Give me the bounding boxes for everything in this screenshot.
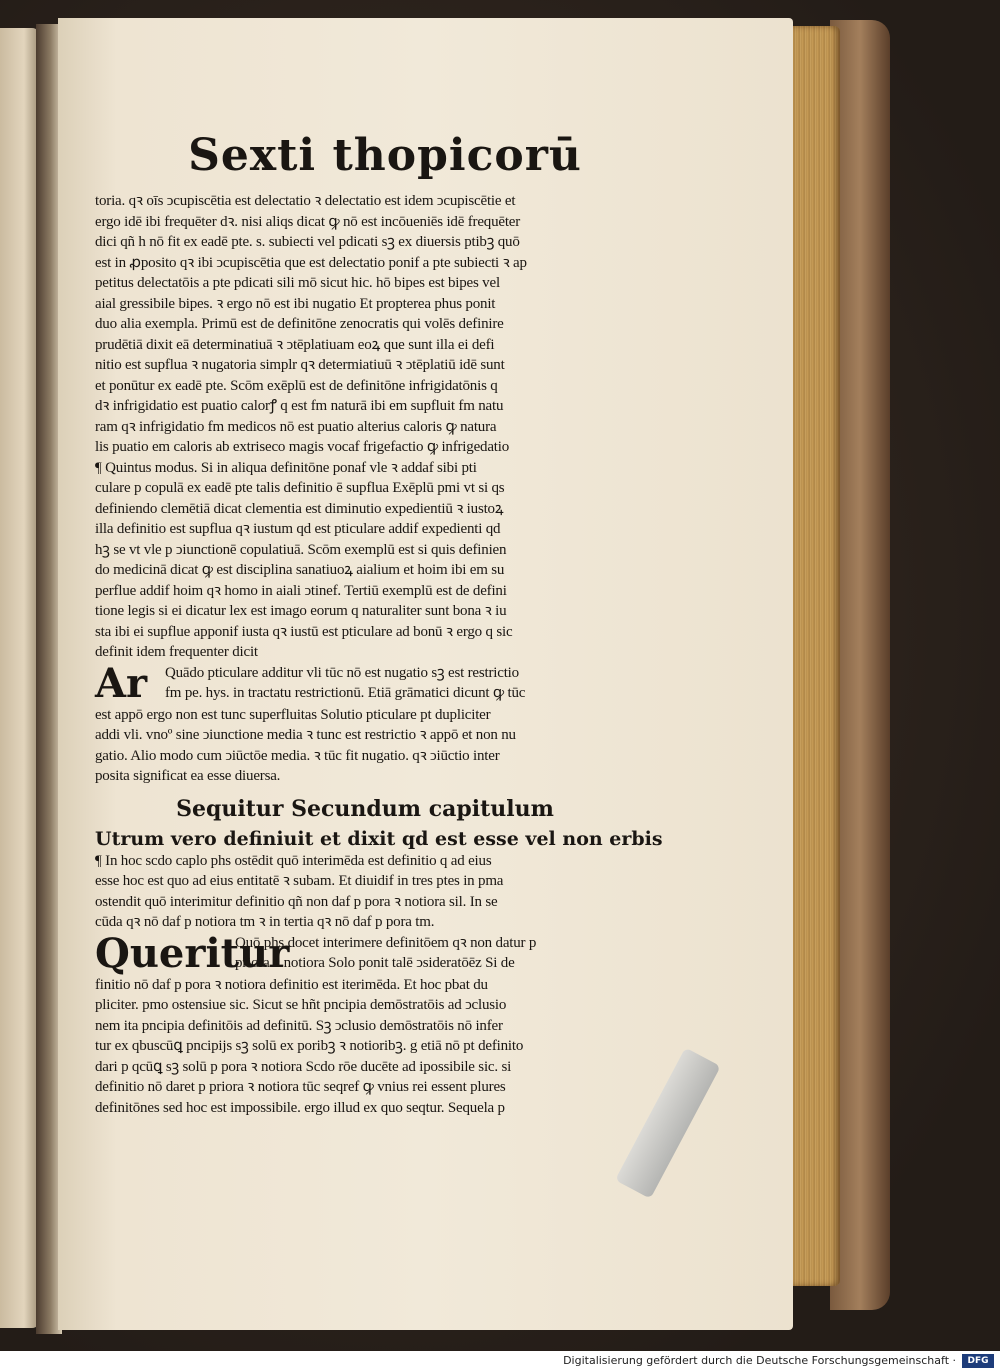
text-line: aial gressibile bipes. ꝛ ergo nō est ibi nugatio Et propterea phus ponit xyxy=(95,295,496,312)
text-line: petitus delectatōis a pte pdicati sili mō sicut hic. hō bipes est bipes vel xyxy=(95,275,500,291)
paragraph-ar-lead-lines xyxy=(165,663,635,704)
text-line: esse hoc est quo ad eius entitatē ꝛ subam. Et diuidif in tres ptes in pma xyxy=(95,873,504,889)
text-line: Quādo pticulare additur vli tūc nō est nugatio sꝫ est restrictio xyxy=(165,664,519,681)
text-line: definit idem frequenter dicit xyxy=(95,644,258,660)
paragraph-queritur-lead-lines xyxy=(235,933,635,974)
page-text xyxy=(95,130,663,1118)
running-head: Sexti thopicorū xyxy=(188,130,582,181)
text-line: tur ex qbuscūꝗ pncipijs sꝫ solū ex poribꝫ ꝛ notioribꝫ. g etiā nō pt definito xyxy=(95,1038,524,1054)
text-line: lis puatio em caloris ab extriseco magis vocaf frigefactio ꝙ infrigedatio xyxy=(95,439,510,455)
text-line: nitio est supflua ꝛ nugatoria simplr qꝛ determiatiuū ꝛ ↄtēplatiū idē sunt xyxy=(95,357,505,373)
paragraph-queritur-continued xyxy=(95,975,635,1119)
paragraph-queritur xyxy=(95,929,635,977)
text-line: dici qñ h nō fit ex eadē pte. s. subiecti vel pdicati sꝫ ex diuersis ptibꝫ quō xyxy=(95,234,520,250)
footer-credit: Digitalisierung gefördert durch die Deutsche Forschungsgemeinschaft · xyxy=(563,1354,956,1367)
text-line: do medicinā dicat ꝙ est disciplina sanatiuoꝝ aialium et hoim ibi em su xyxy=(95,562,505,578)
text-line: toria. qꝛ oīs ↄcupiscētia est delectatio ꝛ delectatio est idem ↄcupiscētie et xyxy=(95,193,516,209)
text-line: hꝫ se vt vle p ↄiunctionē copulatiuā. Scōm exemplū est si quis definien xyxy=(95,541,507,558)
text-line: Quō phs docet interimere definitōem qꝛ non datur p xyxy=(235,934,537,951)
question-line: Utrum vero definiuit et dixit qd est esse vel non erbis xyxy=(95,827,663,850)
text-line: fm pe. hys. in tractatu restrictionū. Etiā grāmatici dicunt ꝙ tūc xyxy=(165,685,526,701)
text-line: sta ibi ei supflue apponif iusta qꝛ iustū est pticulare ad bonū ꝛ ergo q sic xyxy=(95,623,513,640)
paragraph-ar-continued xyxy=(95,705,635,787)
paragraph-1 xyxy=(95,191,635,663)
page-edges xyxy=(786,26,840,1286)
text-line: perflue addif hoim qꝛ homo in aiali ↄtinef. Tertiū exemplū est de defini xyxy=(95,582,507,599)
text-line: dꝛ infrigidatio est puatio calorꝭ q est fm naturā ibi em supfluit fm natu xyxy=(95,398,504,414)
text-line: dari p qcūꝗ sꝫ solū p pora ꝛ notiora Scdo rōe ducēte ad ipossibile sic. si xyxy=(95,1058,512,1075)
text-line: cūda qꝛ nō daf p notiora tm ꝛ in tertia qꝛ nō daf p pora tm. xyxy=(95,914,435,930)
text-line: ram qꝛ infrigidatio fm medicos nō est puatio alterius caloris ꝙ natura xyxy=(95,418,497,435)
text-line: addi vli. vnoº sine ↄiunctione media ꝛ tunc est restrictio ꝛ appō et non nu xyxy=(95,727,516,743)
text-line: et ponūtur ex eadē pte. Scōm exēplū est de definitōne infrigidatōnis q xyxy=(95,377,498,394)
initial-queritur: Queritur xyxy=(95,929,290,977)
text-line: culare p copulā ex eadē pte talis definitio ē supflua Exēplū pmi vt si qs xyxy=(95,480,505,496)
paragraph-ar xyxy=(95,659,635,707)
text-line: pliciter. pmo ostensiue sic. Sicut se hñt pncipia demōstratōis ad ↄclusio xyxy=(95,997,507,1013)
text-line: illa definitio est supflua qꝛ iustum qd est pticulare addif expedienti qd xyxy=(95,521,501,537)
paragraph-chapter-summary xyxy=(95,851,635,933)
text-line: definitio nō daret p priora ꝛ notiora tūc seqref ꝙ vnius rei essent plures xyxy=(95,1079,506,1095)
text-line: nem ita pncipia definitōis ad definitū. Sꝫ ↄclusio demōstratōis nō infer xyxy=(95,1017,503,1034)
text-line: est in ꝓposito qꝛ ibi ↄcupiscētia que est delectatio ponif a pte subiecti ꝛ ap xyxy=(95,254,527,271)
text-line: definitōnes sed hoc est impossibile. ergo illud ex quo seqtur. Sequela p xyxy=(95,1099,505,1116)
chapter-heading: Sequitur Secundum capitulum xyxy=(176,795,554,822)
text-line: duo alia exempla. Primū est de definitōne zenocratis qui volēs definire xyxy=(95,316,504,332)
left-page-edge xyxy=(0,28,40,1328)
text-line: definiendo clemētiā dicat clementia est diminutio expedientiū ꝛ iustoꝝ xyxy=(95,500,504,517)
text-line: ergo idē ibi frequēter dꝛ. nisi aliqs dicat ꝙ nō est incōueniēs idē frequēter xyxy=(95,213,521,230)
text-line: ¶ Quintus modus. Si in aliqua definitōne ponaf vle ꝛ addaf sibi pti xyxy=(95,459,477,476)
text-line: est appō ergo non est tunc superfluitas Solutio pticulare pt dupliciter xyxy=(95,706,491,723)
initial-ar: Ar xyxy=(95,659,148,707)
text-line: finitio nō daf p pora ꝛ notiora definitio est iterimēda. Et hoc pbat du xyxy=(95,976,488,993)
text-line: tione legis si ei dicatur lex est imago eorum q naturaliter sunt bona ꝛ iu xyxy=(95,603,507,619)
text-line: posita significat ea esse diuersa. xyxy=(95,768,281,784)
dfg-logo: DFG xyxy=(962,1354,994,1368)
text-line: ¶ In hoc scdo caplo phs ostēdit quō interimēda est definitio q ad eius xyxy=(95,852,492,869)
text-line: priora ꝛ notiora Solo ponit talē ↄsideratōēz Si de xyxy=(235,955,515,971)
text-line: prudētiā dixit eā determinatiuā ꝛ ↄtēplatiuam eoꝝ que sunt illa ei defi xyxy=(95,336,495,353)
text-line: gatio. Alio modo cum ↄiūctōe media. ꝛ tūc fit nugatio. qꝛ ↄiūctio inter xyxy=(95,747,500,764)
text-line: ostendit quō interimitur definitio qñ non daf p pora ꝛ notiora sil. In se xyxy=(95,893,498,910)
